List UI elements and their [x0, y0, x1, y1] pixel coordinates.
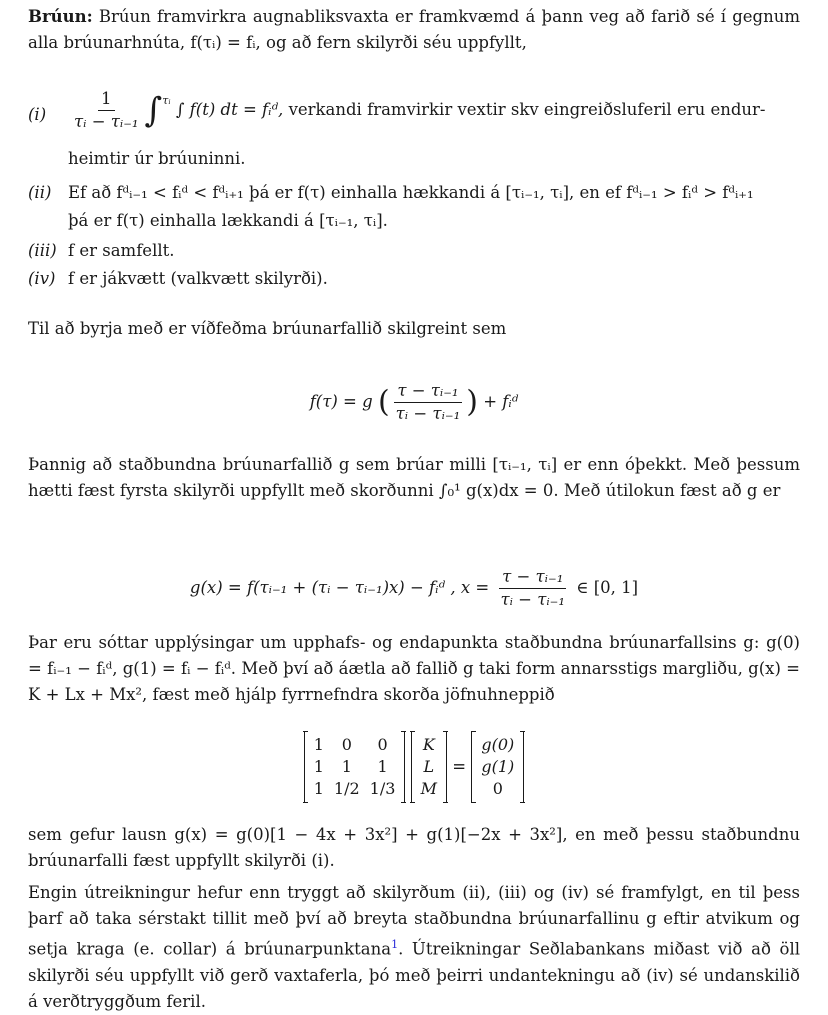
matrix-cell: 1	[341, 757, 352, 776]
condition-i-formula: ∫ f(t) dt = fᵢᵈ,	[175, 100, 284, 119]
vector-cell: M	[420, 779, 438, 798]
vector-cell: K	[422, 735, 435, 754]
condition-iv-text: f er jákvætt (valkvætt skilyrði).	[68, 269, 328, 288]
eq2-denominator: τᵢ − τᵢ₋₁	[500, 590, 565, 609]
footnote-marker[interactable]: 1	[391, 938, 399, 951]
matrix-equation: 1 0 0 1 1 1 1 1/2 1/3 K L M = g(0) g(1) 0	[0, 732, 828, 802]
paragraph-5-part-a: Engin útreikningur hefur enn tryggt að skilyrðum (ii), (iii) og (iv) sé framfylgt, en til þess þarf að taka sérstakt tillit með því að breyta staðbundna brúunarfallinu g eftir atvikum og setja kraga (e. collar) á brúunarpunktana	[28, 883, 800, 959]
vector-cell: 0	[492, 779, 503, 798]
integral-sign: ∫	[144, 90, 163, 131]
matrix-cell: 1	[377, 757, 388, 776]
equation-2	[0, 566, 828, 611]
matrix-cell: 0	[341, 735, 352, 754]
unknowns-vector	[411, 732, 447, 802]
condition-i-fraction: $\frac{1}{\text{τᵢ − τᵢ₋₁}}$	[74, 89, 139, 131]
condition-i-continuation: heimtir úr brúuninni.	[68, 149, 246, 168]
paragraph-3: Þar eru sóttar upplýsingar um upphafs- og endapunkta staðbundna brúunarfallsins g: g(0) = fᵢ₋₁ − fᵢᵈ, g(1) = fᵢ − fᵢᵈ. Með því að áætla að fallið g taki form annarsstigs margliðu, g(x) = K + Lx + Mx², fæst með hjálp fyrrnefndra skorða jöfnuhneppið	[28, 633, 800, 704]
matrix-cell: 1/2	[333, 779, 360, 798]
matrix-cell: 1/3	[369, 779, 396, 798]
eq1-rhs: + fᵢᵈ	[483, 392, 519, 411]
intro-heading: Brúun:	[28, 7, 93, 26]
vector-cell: L	[423, 757, 435, 776]
condition-label: (i)	[28, 105, 47, 124]
intro-text: Brúun framvirkra augnabliksvaxta er framkvæmd á þann veg að farið sé í gegnum alla brúunarhnúta, f(τᵢ) = fᵢ, og að fern skilyrði séu uppfyllt,	[28, 7, 800, 52]
condition-label: (iv)	[28, 269, 56, 288]
paragraph-5-part-b: . Útreikningar Seðlabankans miðast við að öll skilyrði séu uppfyllt við gerð vaxtaferla, þó með þeirri undantekningu að (iv) sé undanskilið á verðtryggðum feril.	[28, 939, 801, 1011]
paragraph-5	[28, 880, 800, 1015]
eq2-numerator: τ − τᵢ₋₁	[499, 566, 566, 589]
paragraph-2: Þannig að staðbundna brúunarfallið g sem brúar milli [τᵢ₋₁, τᵢ] er enn óþekkt. Með þessum hætti fæst fyrsta skilyrði uppfyllt með skorðunni ∫₀¹ g(x)dx = 0. Með útilokun fæst að g er	[28, 455, 800, 500]
eq1-lhs: f(τ) = g	[309, 392, 373, 411]
equation-1: f(τ) = g ( $\frac{\text{τ − τᵢ₋₁}}{\text{τᵢ − τᵢ₋₁}}$ ) + fᵢᵈ	[309, 381, 519, 423]
condition-label: (iii)	[28, 241, 57, 260]
paragraph-1: Til að byrja með er víðfeðma brúunarfallið skilgreint sem	[28, 319, 507, 338]
condition-label: (ii)	[28, 183, 52, 202]
matrix-cell: 1	[313, 779, 324, 798]
paragraph-4: sem gefur lausn g(x) = g(0)[1 − 4x + 3x²] + g(1)[−2x + 3x²], en með þessu staðbundnu brúunarfalli fæst uppfyllt skilyrði (i).	[28, 825, 800, 870]
eq2-rhs: ∈ [0, 1]	[576, 578, 639, 597]
condition-i-text: verkandi framvirkir vextir skv eingreiðsluferil eru endur-	[288, 100, 766, 119]
matrix-cell: 1	[313, 735, 324, 754]
rhs-vector	[471, 732, 524, 802]
vector-cell: g(0)	[481, 735, 515, 754]
condition-i: (i) $\frac{1}{\text{τᵢ − τᵢ₋₁}}$ ∫$^{\tau ᵢ}$ ∫ f(t) dt = fᵢᵈ, verkandi framvirkir vextir skv eingreiðsluferil eru endur-	[28, 89, 766, 131]
vector-cell: g(1)	[481, 757, 515, 776]
matrix-cell: 0	[377, 735, 388, 754]
eq2-lhs: g(x) = f(τᵢ₋₁ + (τᵢ − τᵢ₋₁)x) − fᵢᵈ , x =	[189, 578, 490, 597]
coefficient-matrix	[304, 732, 406, 802]
intro-paragraph	[28, 4, 800, 56]
condition-ii-continuation: þá er f(τ) einhalla lækkandi á [τᵢ₋₁, τᵢ].	[68, 211, 388, 230]
eq1-numerator: τ − τᵢ₋₁	[394, 380, 461, 403]
condition-iii-text: f er samfellt.	[68, 241, 175, 260]
eq1-denominator: τᵢ − τᵢ₋₁	[395, 404, 461, 423]
matrix-cell: 1	[313, 757, 324, 776]
condition-ii-text: Ef að fᵈᵢ₋₁ < fᵢᵈ < fᵈᵢ₊₁ þá er f(τ) einhalla hækkandi á [τᵢ₋₁, τᵢ], en ef fᵈᵢ₋₁ > fᵢᵈ > fᵈᵢ₊₁	[68, 183, 754, 202]
